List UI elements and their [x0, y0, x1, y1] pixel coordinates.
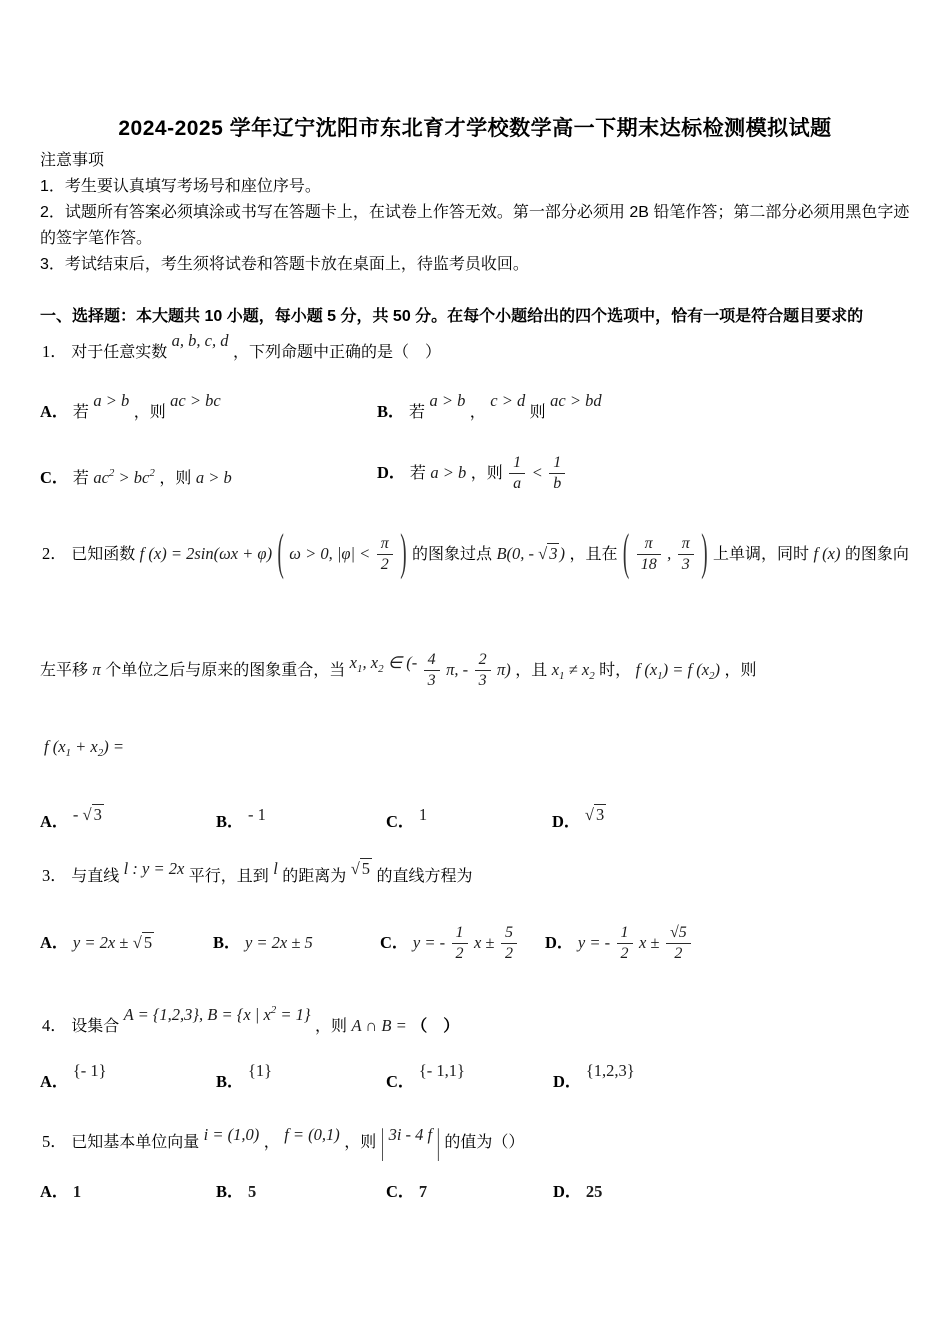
q2-text: 时，: [599, 662, 632, 679]
q2-text: 上单调，同时: [712, 546, 809, 563]
q4-pre-text: 设集合: [71, 1018, 120, 1035]
fraction-numerator: [666, 924, 691, 944]
option-value: 1: [72, 1182, 82, 1201]
math-fraction: [637, 535, 661, 575]
option-value: {- 1,1}: [418, 1061, 465, 1080]
math-part: = 1}: [276, 1005, 311, 1024]
option-label: C．: [386, 812, 415, 831]
math-part: A = {1,2,3}, B = {x | x: [123, 1005, 271, 1024]
q2-text: ，则: [724, 662, 757, 679]
option-label: D．: [553, 1182, 582, 1201]
fraction-denominator: 18: [640, 556, 657, 574]
q3-text: 的距离为: [282, 868, 347, 885]
radical-sign: √: [584, 805, 594, 824]
q2-option-a: [40, 805, 104, 832]
fraction-denominator: 3: [478, 672, 487, 690]
math-expression: [44, 737, 125, 759]
q2-text: 左平移: [40, 662, 89, 679]
math-part: x: [349, 653, 357, 672]
big-paren-open: (: [277, 525, 284, 582]
math-fraction: [617, 924, 633, 964]
option-label: B．: [213, 933, 241, 952]
math-expression: i = (1,0): [203, 1125, 260, 1144]
math-fraction: [549, 454, 565, 494]
math-part: ∈ (-: [383, 653, 418, 672]
math-part: > bc: [114, 468, 150, 487]
q2-text: ，且: [515, 662, 548, 679]
subscript: 1: [657, 670, 663, 682]
q5-option-d: [553, 1178, 602, 1202]
math-expression: [551, 660, 595, 682]
option-label: A．: [40, 1072, 69, 1091]
math-fraction: [452, 924, 468, 964]
option-text: 则: [529, 404, 546, 421]
math-expression: f = (0,1): [284, 1125, 340, 1144]
q5-option-a: [40, 1178, 81, 1202]
radicand: 5: [143, 933, 153, 952]
q5-text: ，则: [344, 1134, 377, 1151]
fraction-numerator: 1: [452, 924, 468, 944]
radical-sign: √: [82, 805, 92, 824]
math-expression: l : y = 2x: [123, 859, 185, 878]
fraction-numerator: 2: [475, 651, 491, 671]
math-radical: [133, 932, 154, 952]
math-expression: c > d: [490, 391, 526, 410]
option-text: 若: [408, 404, 425, 421]
q1-number: 1．: [42, 342, 67, 361]
option-text: ，则: [133, 404, 166, 421]
notice-item-2: 2．试题所有答案必须填涂或书写在答题卡上，在试卷上作答无效。第一部分必须用 2B 铅笔作答；第二部分必须用黑色字迹的签字笔作答。: [40, 204, 910, 247]
radical-sign: √: [350, 859, 360, 878]
superscript: 2: [108, 467, 115, 479]
math-expression: [73, 805, 104, 824]
fraction-numerator: 4: [424, 651, 440, 671]
math-comma: ,: [667, 544, 672, 563]
fraction-denominator: 2: [620, 945, 629, 963]
math-part: , x: [362, 653, 379, 672]
fraction-numerator: 1: [509, 454, 525, 474]
q4-option-b: [216, 1061, 273, 1092]
math-part: -: [72, 805, 83, 824]
fraction-denominator: 2: [455, 945, 464, 963]
exam-title: 2024-2025 学年辽宁沈阳市东北育才学校数学高一下期末达标检测模拟试题: [118, 117, 832, 140]
option-label: C．: [386, 1182, 415, 1201]
superscript: 2: [149, 467, 155, 479]
option-label: A．: [40, 1182, 69, 1201]
math-expression: y = 2x ± 5: [244, 933, 313, 952]
option-label: D．: [552, 812, 581, 831]
question-2-equation: [44, 737, 124, 759]
math-part: ): [714, 660, 721, 679]
question-2-stem: [42, 522, 909, 587]
option-value: 25: [585, 1182, 603, 1201]
math-part: f (x: [635, 660, 658, 679]
radicand: 3: [93, 805, 102, 824]
math-expression: [349, 653, 418, 675]
q1-vars-formula: a, b, c, d: [171, 331, 229, 350]
q3-pre-text: 与直线: [71, 868, 120, 885]
math-pi: π: [92, 660, 101, 679]
subscript: 2: [589, 670, 595, 682]
abs-bar-left: |: [380, 1121, 385, 1162]
math-expression: 3i - 4 f: [388, 1125, 433, 1144]
math-part: ) = f (x: [662, 660, 710, 679]
q2-text: 的图象过点: [412, 546, 493, 563]
question-3-stem: [42, 859, 473, 886]
q2-function-formula: f (x) = 2sin(ωx + φ): [139, 544, 273, 563]
q4-paren: （ ）: [411, 1018, 460, 1035]
notice-heading: 注意事项: [40, 152, 105, 169]
option-value: 5: [247, 1182, 257, 1201]
q2-option-b: [216, 805, 266, 832]
superscript: 2: [270, 1004, 277, 1016]
option-value: {1,2,3}: [585, 1061, 635, 1080]
fraction-numerator: 5: [501, 924, 517, 944]
q5-number: 5．: [42, 1132, 67, 1151]
math-fraction: [678, 535, 694, 575]
option-label: A．: [40, 402, 69, 421]
question-1-stem: [42, 331, 441, 362]
math-expression: y = 2x ±: [72, 933, 129, 952]
big-paren-close: ): [701, 525, 708, 582]
q3-option-d: [545, 918, 693, 969]
math-expression: [351, 859, 372, 878]
q1-pre-text: 对于任意实数: [71, 344, 168, 361]
q2-option-d: [552, 805, 606, 832]
math-part: π, -: [446, 660, 469, 679]
math-expression: a > b: [93, 391, 130, 410]
math-expression: x ±: [473, 933, 495, 952]
option-label: D．: [553, 1072, 582, 1091]
q3-option-c: [380, 918, 519, 969]
fraction-numerator: 1: [549, 454, 565, 474]
math-expression: A ∩ B =: [351, 1016, 407, 1035]
option-label: C．: [40, 468, 69, 487]
math-fraction: [509, 454, 525, 494]
q4-text: ，则: [314, 1018, 347, 1035]
subscript: 1: [357, 663, 363, 675]
math-part: B(0, -: [496, 544, 539, 563]
q5-text: ，: [263, 1134, 280, 1151]
math-expression: l: [273, 859, 278, 878]
notice-item-3: 3．考试结束后，考生须将试卷和答题卡放在桌面上，待监考员收回。: [40, 256, 529, 273]
big-paren-close: ): [400, 525, 407, 582]
math-part: ac: [93, 468, 109, 487]
radicand: 5: [361, 859, 371, 878]
radicand: 3: [549, 544, 558, 563]
math-fraction: [501, 924, 517, 964]
subscript: 2: [709, 670, 715, 682]
q3-text: 的直线方程为: [376, 868, 473, 885]
q1-post-text: ，下列命题中正确的是（ ）: [232, 344, 441, 361]
q2-text: 的图象向: [844, 546, 909, 563]
abs-bar-right: |: [436, 1121, 440, 1162]
radicand: 3: [595, 805, 605, 824]
option-value: 7: [418, 1182, 428, 1201]
fraction-denominator: 3: [427, 672, 436, 690]
q3-number: 3．: [42, 866, 67, 885]
option-label: B．: [216, 812, 244, 831]
radical-sign: √: [669, 923, 679, 941]
math-expression: [93, 468, 155, 487]
option-text: 若: [72, 470, 89, 487]
math-fraction: [475, 651, 491, 691]
option-text: ，: [469, 404, 486, 421]
notice-block: [40, 148, 918, 278]
option-label: B．: [377, 402, 405, 421]
q2-text: 个单位之后与原来的图象重合，当: [105, 662, 346, 679]
option-label: B．: [216, 1072, 244, 1091]
math-part: ): [559, 544, 565, 563]
q3-option-a: [40, 918, 154, 969]
subscript: 2: [97, 747, 104, 759]
math-fraction: [377, 535, 393, 575]
option-label: A．: [40, 933, 69, 952]
option-value: {1}: [247, 1061, 273, 1080]
q2-number: 2．: [42, 544, 67, 563]
math-part: + x: [71, 737, 98, 756]
fraction-denominator: 2: [380, 556, 389, 574]
math-expression: [585, 805, 606, 824]
q1-option-b: [377, 391, 602, 422]
option-label: C．: [386, 1072, 415, 1091]
subscript: 2: [378, 663, 384, 675]
math-expression: [635, 660, 721, 682]
option-label: D．: [377, 463, 406, 482]
math-expression: a > b: [195, 468, 232, 487]
option-text: 若: [409, 465, 426, 482]
math-fraction: [424, 651, 440, 691]
question-5-stem: [42, 1121, 525, 1162]
math-expression: a > b: [429, 391, 466, 410]
q4-option-d: [553, 1061, 635, 1092]
q1-option-c: [40, 448, 232, 504]
fraction-denominator: 2: [504, 945, 513, 963]
q3-option-b: [213, 918, 313, 969]
math-expression: ac > bc: [170, 391, 221, 410]
subscript: 1: [559, 670, 565, 682]
question-4-stem: [42, 1004, 460, 1036]
q5-option-c: [386, 1178, 427, 1202]
radical-sign: √: [538, 544, 548, 563]
option-text: ，则: [470, 465, 503, 482]
math-expression: a > b: [430, 463, 467, 482]
q4-option-c: [386, 1061, 465, 1092]
question-2-stem-line2: [40, 645, 757, 701]
math-fraction: [666, 924, 691, 964]
q1-option-a: [40, 391, 221, 422]
math-point: [496, 543, 565, 563]
q4-number: 4．: [42, 1016, 67, 1035]
option-value: - 1: [247, 805, 266, 824]
q5-text: 的值为（）: [444, 1134, 525, 1151]
fraction-numerator: 1: [617, 924, 633, 944]
math-part: π): [497, 660, 511, 679]
big-paren-open: (: [622, 525, 630, 582]
q2-text: ，且在: [569, 546, 618, 563]
fraction-numerator: π: [377, 535, 393, 555]
option-text: 若: [72, 404, 89, 421]
option-value: {- 1}: [72, 1061, 107, 1080]
math-expression: ac > bd: [550, 391, 602, 410]
fraction-numerator: π: [678, 535, 694, 555]
math-relation: <: [531, 463, 543, 482]
section-heading: 一、选择题：本大题共 10 小题，每小题 5 分，共 50 分。在每个小题给出的四个选项中，恰有一项是符合题目要求的: [40, 308, 864, 325]
math-expression: x ±: [638, 933, 660, 952]
option-text: ，则: [159, 470, 192, 487]
option-label: B．: [216, 1182, 244, 1201]
option-label: A．: [40, 812, 69, 831]
subscript: 1: [65, 747, 72, 759]
fraction-denominator: 3: [681, 556, 690, 574]
q5-pre-text: 已知基本单位向量: [71, 1134, 200, 1151]
notice-item-1: 1．考生要认真填写考场号和座位序号。: [40, 178, 321, 195]
fraction-numerator: π: [637, 535, 661, 555]
option-label: C．: [380, 933, 409, 952]
math-part: f (x: [44, 737, 66, 756]
math-expression: y = -: [412, 933, 446, 952]
q2-pre-text: 已知函数: [71, 546, 136, 563]
q2-option-c: [386, 805, 428, 832]
math-part: x: [551, 660, 560, 679]
q4-option-a: [40, 1061, 107, 1092]
q2-condition: ω > 0, |φ| <: [289, 544, 371, 563]
q5-option-b: [216, 1178, 256, 1202]
option-value: 1: [418, 805, 428, 824]
radical-sign: √: [132, 933, 142, 952]
math-part: ≠ x: [564, 660, 590, 679]
fraction-denominator: a: [513, 475, 522, 493]
q3-text: 平行，且到: [188, 868, 269, 885]
fraction-denominator: 2: [674, 945, 683, 963]
fraction-denominator: b: [553, 475, 562, 493]
math-expression: f (x): [813, 544, 841, 563]
radicand: 5: [678, 923, 687, 941]
math-part: ) =: [103, 737, 125, 756]
math-expression: [124, 1005, 311, 1024]
math-expression: y = -: [577, 933, 611, 952]
option-label: D．: [545, 933, 574, 952]
